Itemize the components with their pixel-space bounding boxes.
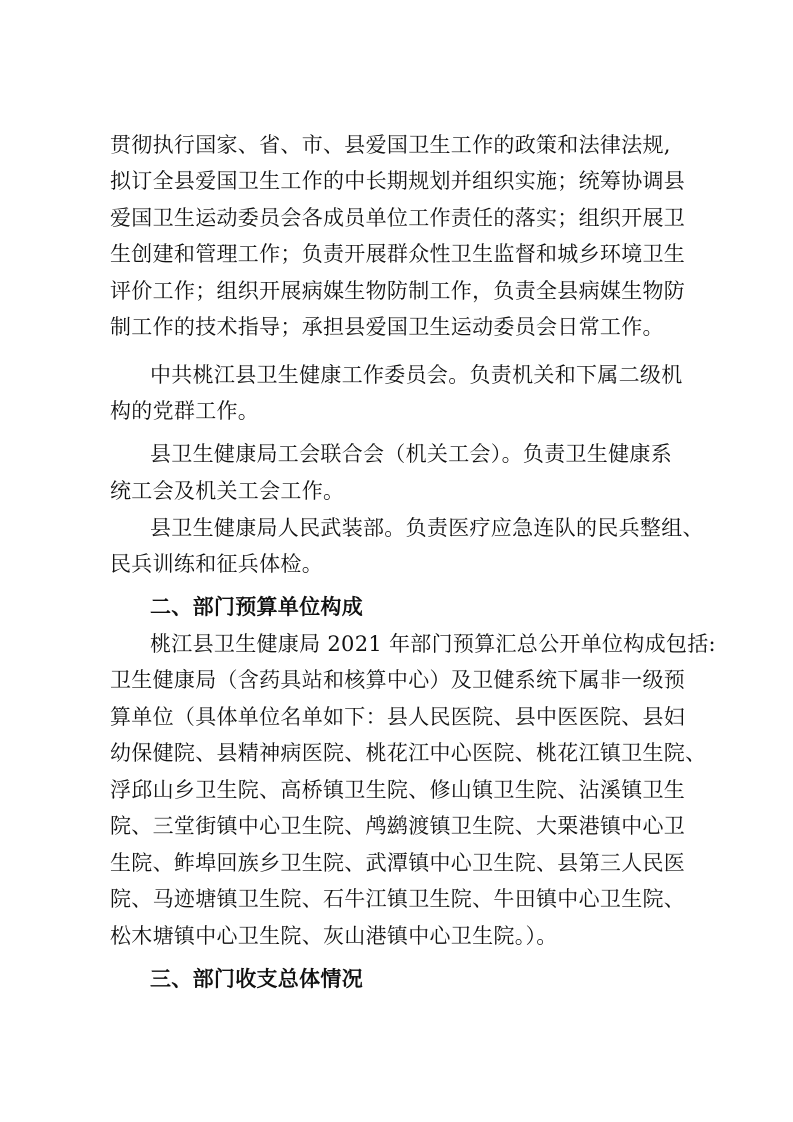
paragraph-line: 浮邱山乡卫生院、高桥镇卫生院、修山镇卫生院、沾溪镇卫生 bbox=[110, 778, 686, 802]
paragraph-line: 构的党群工作。 bbox=[110, 399, 260, 423]
paragraph-line: 院、马迹塘镇卫生院、石牛江镇卫生院、牛田镇中心卫生院、 bbox=[110, 887, 686, 911]
paragraph-line: 松木塘镇中心卫生院、灰山港镇中心卫生院。）。 bbox=[110, 924, 558, 948]
paragraph-line: 幼保健院、县精神病医院、桃花江中心医院、桃花江镇卫生院、 bbox=[110, 741, 707, 765]
paragraph-line: 桃江县卫生健康局 2021 年部门预算汇总公开单位构成包括: bbox=[150, 632, 716, 656]
section-heading: 三、部门收支总体情况 bbox=[150, 967, 363, 991]
paragraph-line: 统工会及机关工会工作。 bbox=[110, 479, 345, 503]
paragraph-line: 爱国卫生运动委员会各成员单位工作责任的落实；组织开展卫 bbox=[110, 206, 686, 230]
paragraph-line: 生创建和管理工作；负责开展群众性卫生监督和城乡环境卫生 bbox=[110, 242, 686, 266]
paragraph-line: 中共桃江县卫生健康工作委员会。负责机关和下属二级机 bbox=[150, 363, 683, 387]
paragraph-line: 评价工作；组织开展病媒生物防制工作，负责全县病媒生物防 bbox=[110, 279, 686, 303]
paragraph-line: 县卫生健康局人民武装部。负责医疗应急连队的民兵整组、 bbox=[150, 516, 704, 540]
paragraph-line: 卫生健康局（含药具站和核算中心）及卫健系统下属非一级预 bbox=[110, 668, 686, 692]
paragraph-line: 算单位（具体单位名单如下：县人民医院、县中医医院、县妇 bbox=[110, 705, 686, 729]
paragraph-line: 院、三堂街镇中心卫生院、鸬鹚渡镇卫生院、大栗港镇中心卫 bbox=[110, 814, 686, 838]
paragraph-line: 县卫生健康局工会联合会（机关工会）。负责卫生健康系 bbox=[150, 442, 672, 466]
section-heading: 二、部门预算单位构成 bbox=[150, 595, 363, 619]
paragraph-line: 制工作的技术指导；承担县爱国卫生运动委员会日常工作。 bbox=[110, 315, 664, 339]
paragraph-line: 拟订全县爱国卫生工作的中长期规划并组织实施；统筹协调县 bbox=[110, 169, 686, 193]
paragraph-line: 生院、鲊埠回族乡卫生院、武潭镇中心卫生院、县第三人民医 bbox=[110, 851, 686, 875]
paragraph-line: 贯彻执行国家、省、市、县爱国卫生工作的政策和法律法规, bbox=[110, 133, 671, 157]
paragraph-line: 民兵训练和征兵体检。 bbox=[110, 552, 323, 576]
